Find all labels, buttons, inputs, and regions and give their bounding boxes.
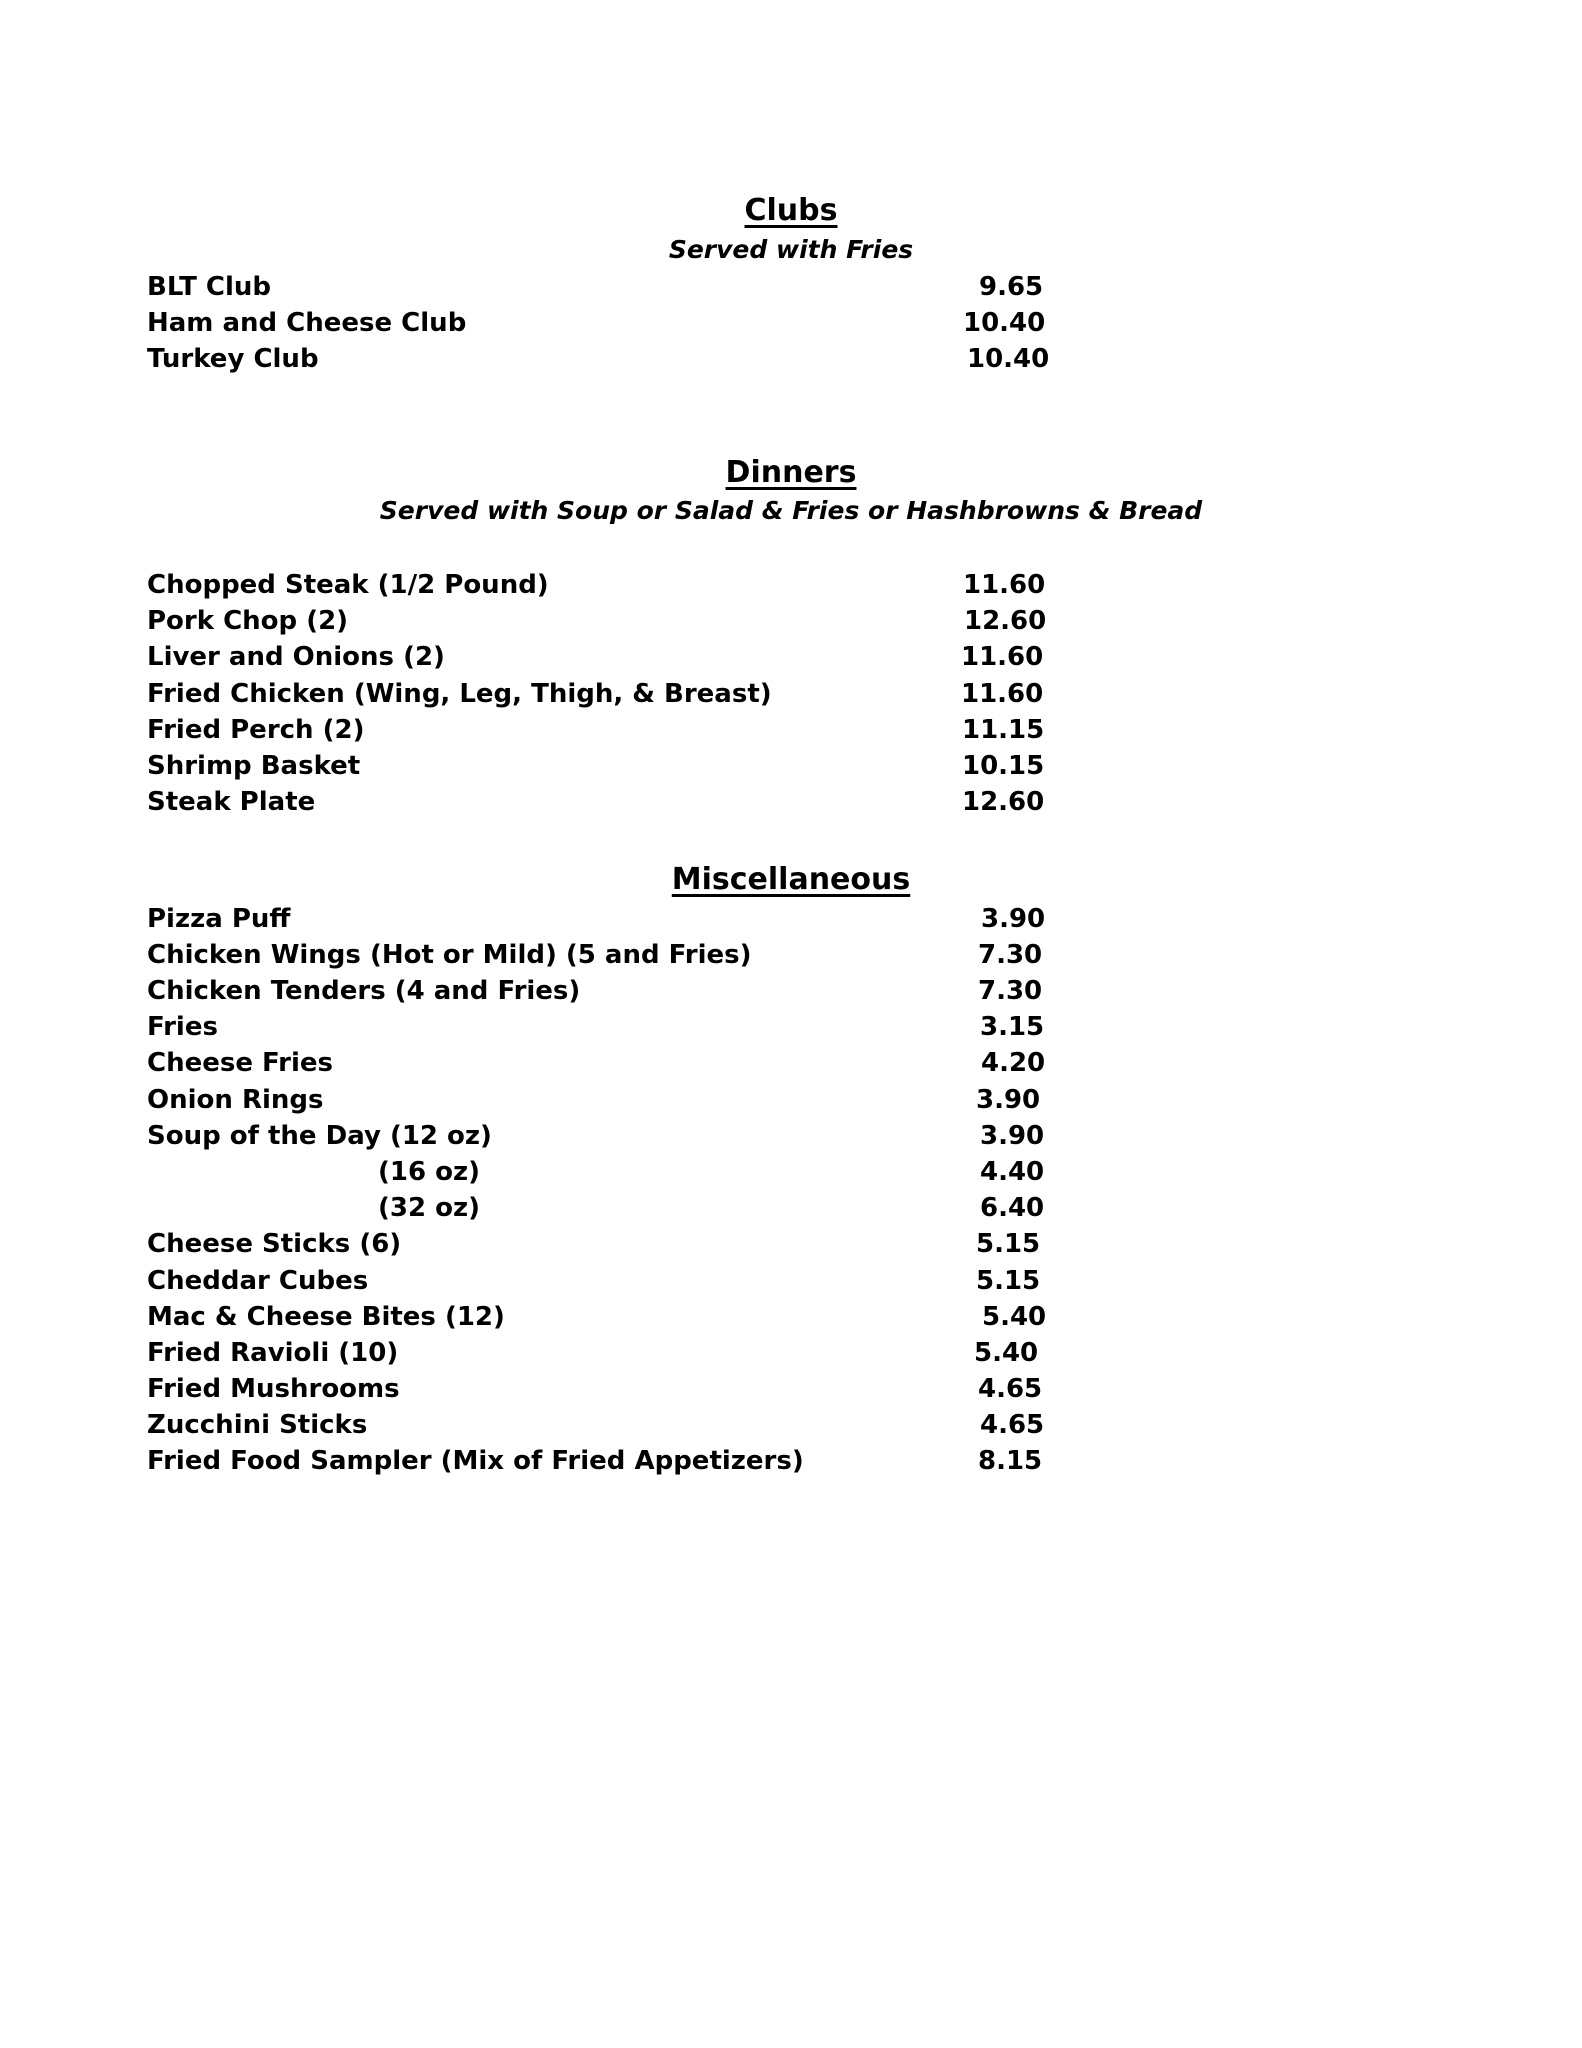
menu-item-price: 3.90 bbox=[980, 1121, 1045, 1151]
menu-item-name: Fried Food Sampler (Mix of Fried Appetizers) bbox=[147, 1446, 804, 1476]
menu-item-name: Shrimp Basket bbox=[147, 751, 361, 781]
menu-item-price: 12.60 bbox=[962, 787, 1045, 817]
menu-item-price: 4.65 bbox=[978, 1374, 1043, 1404]
menu-item-price: 5.40 bbox=[974, 1338, 1039, 1368]
menu-item-price: 4.40 bbox=[980, 1157, 1045, 1187]
menu-item-price: 7.30 bbox=[978, 976, 1043, 1006]
menu-item-name: Ham and Cheese Club bbox=[147, 308, 467, 338]
menu-item-name: Pizza Puff bbox=[147, 904, 291, 934]
menu-item-price: 10.40 bbox=[967, 344, 1050, 374]
menu-item-name: Pork Chop (2) bbox=[147, 606, 349, 636]
menu-item-name: Soup of the Day (12 oz) bbox=[147, 1121, 492, 1151]
menu-item-name: Fried Perch (2) bbox=[147, 715, 365, 745]
menu-item-name: Chicken Wings (Hot or Mild) (5 and Fries) bbox=[147, 940, 752, 970]
menu-item-price: 5.15 bbox=[976, 1229, 1041, 1259]
menu-item-price: 5.40 bbox=[982, 1302, 1047, 1332]
menu-item-name: Fried Mushrooms bbox=[147, 1374, 400, 1404]
menu-item-name: BLT Club bbox=[147, 272, 271, 302]
menu-item-name: Mac & Cheese Bites (12) bbox=[147, 1302, 505, 1332]
section-subheading-dinners: Served with Soup or Salad & Fries or Hashbrowns & Bread bbox=[379, 496, 1203, 525]
menu-item-price: 4.65 bbox=[980, 1410, 1045, 1440]
section-subheading-clubs: Served with Fries bbox=[668, 235, 914, 264]
menu-item-name: Fried Chicken (Wing, Leg, Thigh, & Breast) bbox=[147, 679, 772, 709]
section-heading-clubs: Clubs bbox=[744, 193, 838, 228]
menu-item-name: Cheese Fries bbox=[147, 1048, 333, 1078]
menu-item-price: 11.15 bbox=[962, 715, 1045, 745]
menu-item-price: 3.15 bbox=[980, 1012, 1045, 1042]
menu-item-price: 6.40 bbox=[980, 1193, 1045, 1223]
menu-item-name: (32 oz) bbox=[378, 1193, 480, 1223]
menu-item-price: 11.60 bbox=[963, 570, 1046, 600]
menu-item-price: 3.90 bbox=[976, 1085, 1041, 1115]
menu-item-price: 4.20 bbox=[981, 1048, 1046, 1078]
menu-item-name: Liver and Onions (2) bbox=[147, 642, 445, 672]
menu-item-name: Cheese Sticks (6) bbox=[147, 1229, 402, 1259]
menu-item-name: Chicken Tenders (4 and Fries) bbox=[147, 976, 581, 1006]
menu-item-name: Onion Rings bbox=[147, 1085, 324, 1115]
menu-item-price: 5.15 bbox=[976, 1266, 1041, 1296]
menu-item-price: 11.60 bbox=[961, 679, 1044, 709]
menu-item-name: Cheddar Cubes bbox=[147, 1266, 369, 1296]
menu-item-name: Steak Plate bbox=[147, 787, 316, 817]
menu-item-name: Fried Ravioli (10) bbox=[147, 1338, 399, 1368]
menu-item-price: 10.15 bbox=[962, 751, 1045, 781]
section-heading-dinners: Dinners bbox=[725, 455, 857, 490]
menu-item-price: 9.65 bbox=[979, 272, 1044, 302]
menu-item-price: 8.15 bbox=[978, 1446, 1043, 1476]
menu-item-price: 3.90 bbox=[981, 904, 1046, 934]
menu-item-name: Chopped Steak (1/2 Pound) bbox=[147, 570, 549, 600]
menu-item-name: Turkey Club bbox=[147, 344, 319, 374]
menu-item-name: Zucchini Sticks bbox=[147, 1410, 368, 1440]
menu-item-price: 7.30 bbox=[978, 940, 1043, 970]
menu-item-price: 10.40 bbox=[963, 308, 1046, 338]
menu-item-price: 12.60 bbox=[964, 606, 1047, 636]
section-heading-miscellaneous: Miscellaneous bbox=[671, 862, 911, 897]
menu-item-name: (16 oz) bbox=[378, 1157, 480, 1187]
menu-item-name: Fries bbox=[147, 1012, 218, 1042]
menu-item-price: 11.60 bbox=[961, 642, 1044, 672]
